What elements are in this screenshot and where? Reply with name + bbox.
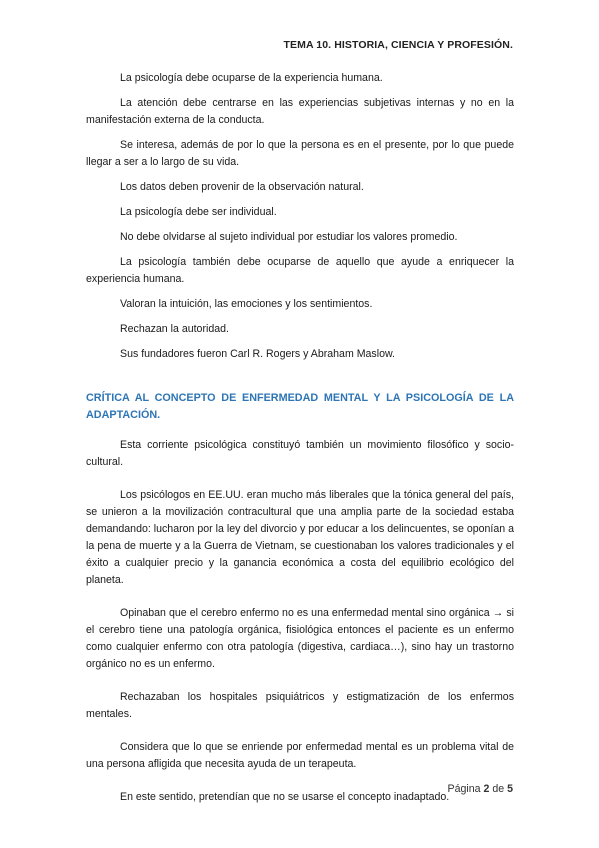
body-paragraph: Sus fundadores fueron Carl R. Rogers y Abraham Maslow. [120,348,395,360]
body-paragraph: La psicología debe ocuparse de la experiencia humana. [120,72,383,84]
body-paragraph: La atención debe centrarse en las experiencias subjetivas internas y no en la manifestación externa de la conducta. [86,97,514,126]
page-header-title: TEMA 10. HISTORIA, CIENCIA Y PROFESIÓN. [283,39,513,51]
body-paragraph: Se interesa, además de por lo que la persona es en el presente, por lo que puede llegar a ser a lo largo de su vida. [86,139,514,168]
body-paragraph: No debe olvidarse al sujeto individual por estudiar los valores promedio. [120,231,458,243]
page-number [448,783,513,795]
body-paragraph: Opinaban que el cerebro enfermo no es una enfermedad mental sino orgánica → si el cerebro tiene una patología orgánica, fisiológica entonces el paciente es un enfermo como cualquier enfermo con otra patología (digestiva, cardiaca…), sino hay un trastorno orgánico no es un enfermo. [86,607,514,670]
body-paragraph: La psicología debe ser individual. [120,206,277,218]
body-paragraph: Esta corriente psicológica constituyó también un movimiento filosófico y socio-cultural. [86,439,514,468]
page-number-separator: de [492,783,505,795]
body-paragraph: Valoran la intuición, las emociones y los sentimientos. [120,298,373,310]
body-paragraph: Los psicólogos en EE.UU. eran mucho más liberales que la tónica general del país, se unieron a la movilización contracultural que una amplia parte de la sociedad estaba demandando: lucharon por la ley del divorcio y por educar a los delincuentes, se oponían a la pena de muerte y a la Guerra de Vietnam, se cuestionaban los valores tradicionales y el éxito a cualquier precio y la ganancia económica a costa del equilibrio ecológico del planeta. [86,489,514,586]
body-paragraph: Rechazan la autoridad. [120,323,229,335]
body-paragraph: La psicología también debe ocuparse de aquello que ayude a enriquecer la experiencia humana. [86,256,514,285]
body-paragraph: En este sentido, pretendían que no se usarse el concepto inadaptado. [120,791,450,803]
body-paragraph: Los datos deben provenir de la observación natural. [120,181,364,193]
page-body [86,70,514,822]
body-paragraph: Rechazaban los hospitales psiquiátricos y estigmatización de los enfermos mentales. [86,691,514,720]
section-heading: CRÍTICA AL CONCEPTO DE ENFERMEDAD MENTAL Y LA PSICOLOGÍA DE LA ADAPTACIÓN. [86,392,514,421]
page-number-total: 5 [507,783,513,795]
body-paragraph: Considera que lo que se enriende por enfermedad mental es un problema vital de una persona afligida que necesita ayuda de un terapeuta. [86,741,514,770]
page-number-current: 2 [483,783,490,795]
page-number-prefix: Página [447,783,481,795]
